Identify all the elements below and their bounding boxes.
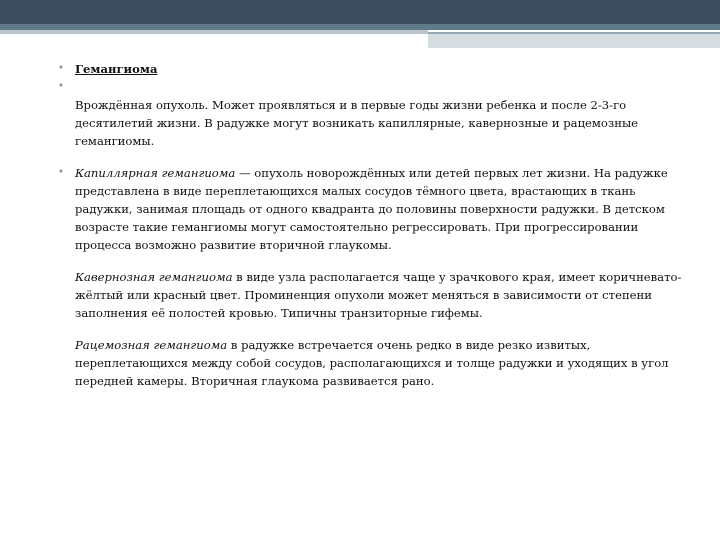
slide-content [55,60,685,390]
capillary-text: — опухоль новорождённых или детей первых лет жизни. На радужке представлена в виде переплетающихся малых сосудов тёмного цвета, врастающих в ткань радужки, занимая площадь от одного квадранта до половины поверхности радужки. В детском возрасте такие гемангиомы могут самостоятельно регрессировать. При прогрессировании процесса возможно развитие вторичной глаукомы. [75,166,668,252]
intro-paragraph: Врождённая опухоль. Может проявляться и в первые годы жизни ребенка и после 2-3-го десятилетий жизни. В радужке могут возникать капиллярные, кавернозные и рацемозные гемангиомы. [75,98,639,148]
cavernous-text: в виде узла располагается чаще у зрачкового края, имеет коричневато-жёлтый или красный цвет. Проминенция опухоли может меняться в зависимости от степени заполнения её полостей кровью. Типичны транзиторные гифемы. [75,270,682,320]
bullet-icon: • [58,63,64,74]
cavernous-paragraph [75,268,685,322]
racemose-text: в радужке встречается очень редко в виде резко извитых, переплетающихся между собой сосудов, располагающихся и толще радужки и уходящих в угол передней камеры. Вторичная глаукома развивается рано. [75,338,669,388]
racemose-paragraph [75,336,685,390]
racemose-term: Рацемозная гемангиома [75,338,228,352]
bullet-item-intro [55,78,685,150]
bullet-icon: • [58,81,64,92]
bullet-item-types [55,164,685,390]
capillary-paragraph [75,164,685,254]
header-bar [0,0,720,24]
bullet-item-title [55,60,685,78]
header-accent-strip-left [0,30,428,34]
capillary-term: Капиллярная гемангиома [75,166,236,180]
header-accent-strip-right [428,32,720,48]
bullet-icon: • [58,167,64,178]
slide-title: Гемангиома [75,62,158,76]
cavernous-term: Кавернозная гемангиома [75,270,233,284]
header-accent-line-right [428,32,720,34]
